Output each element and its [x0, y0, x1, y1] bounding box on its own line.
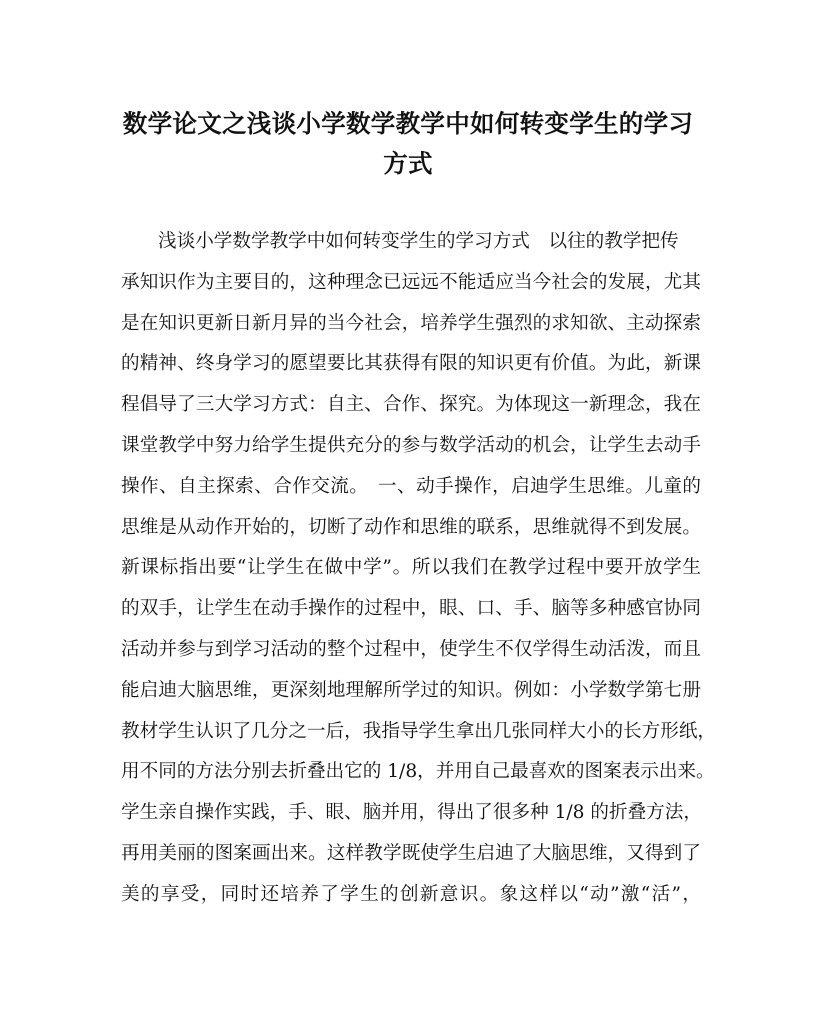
body-line: 再用美丽的图案画出来。这样教学既使学生启迪了大脑思维，又得到了: [121, 842, 701, 864]
body-line: 课堂教学中努力给学生提供充分的参与数学活动的机会，让学生去动手: [121, 434, 701, 456]
body-line: 操作、自主探索、合作交流。 一、动手操作，启迪学生思维。儿童的: [121, 475, 701, 497]
body-line: 浅谈小学数学教学中如何转变学生的学习方式 以往的教学把传: [158, 231, 679, 252]
document-body: [121, 222, 717, 916]
body-line: 能启迪大脑思维，更深刻地理解所学过的知识。例如：小学数学第七册: [121, 679, 701, 701]
body-line: 思维是从动作开始的，切断了动作和思维的联系，思维就得不到发展。: [121, 516, 701, 538]
body-line: 新课标指出要“让学生在做中学”。所以我们在教学过程中要开放学生: [121, 557, 701, 579]
body-line: 美的享受，同时还培养了学生的创新意识。象这样以“动”激“活”，: [121, 883, 701, 905]
body-line: 是在知识更新日新月异的当今社会，培养学生强烈的求知欲、主动探索: [121, 312, 701, 334]
body-line: 的双手，让学生在动手操作的过程中，眼、口、手、脑等多种感官协同: [121, 598, 701, 620]
body-line: 用不同的方法分别去折叠出它的 1/8，并用自己最喜欢的图案表示出来。: [121, 761, 715, 783]
body-line: 承知识作为主要目的，这种理念已远远不能适应当今社会的发展，尤其: [121, 271, 701, 293]
title-line: 数学论文之浅谈小学数学教学中如何转变学生的学习: [122, 109, 694, 138]
body-line: 程倡导了三大学习方式：自主、合作、探究。为体现这一新理念，我在: [121, 394, 701, 416]
body-line: 学生亲自操作实践，手、眼、脑并用，得出了很多种 1/8 的折叠方法，: [121, 802, 702, 824]
body-line: 教材学生认识了几分之一后，我指导学生拿出几张同样大小的长方形纸，: [121, 720, 717, 742]
body-line: 的精神、终身学习的愿望要比其获得有限的知识更有价值。为此，新课: [121, 353, 701, 375]
body-line: 活动并参与到学习活动的整个过程中，使学生不仅学得生动活泼，而且: [121, 638, 701, 660]
document-title: [108, 104, 708, 184]
title-line: 方式: [383, 149, 433, 178]
